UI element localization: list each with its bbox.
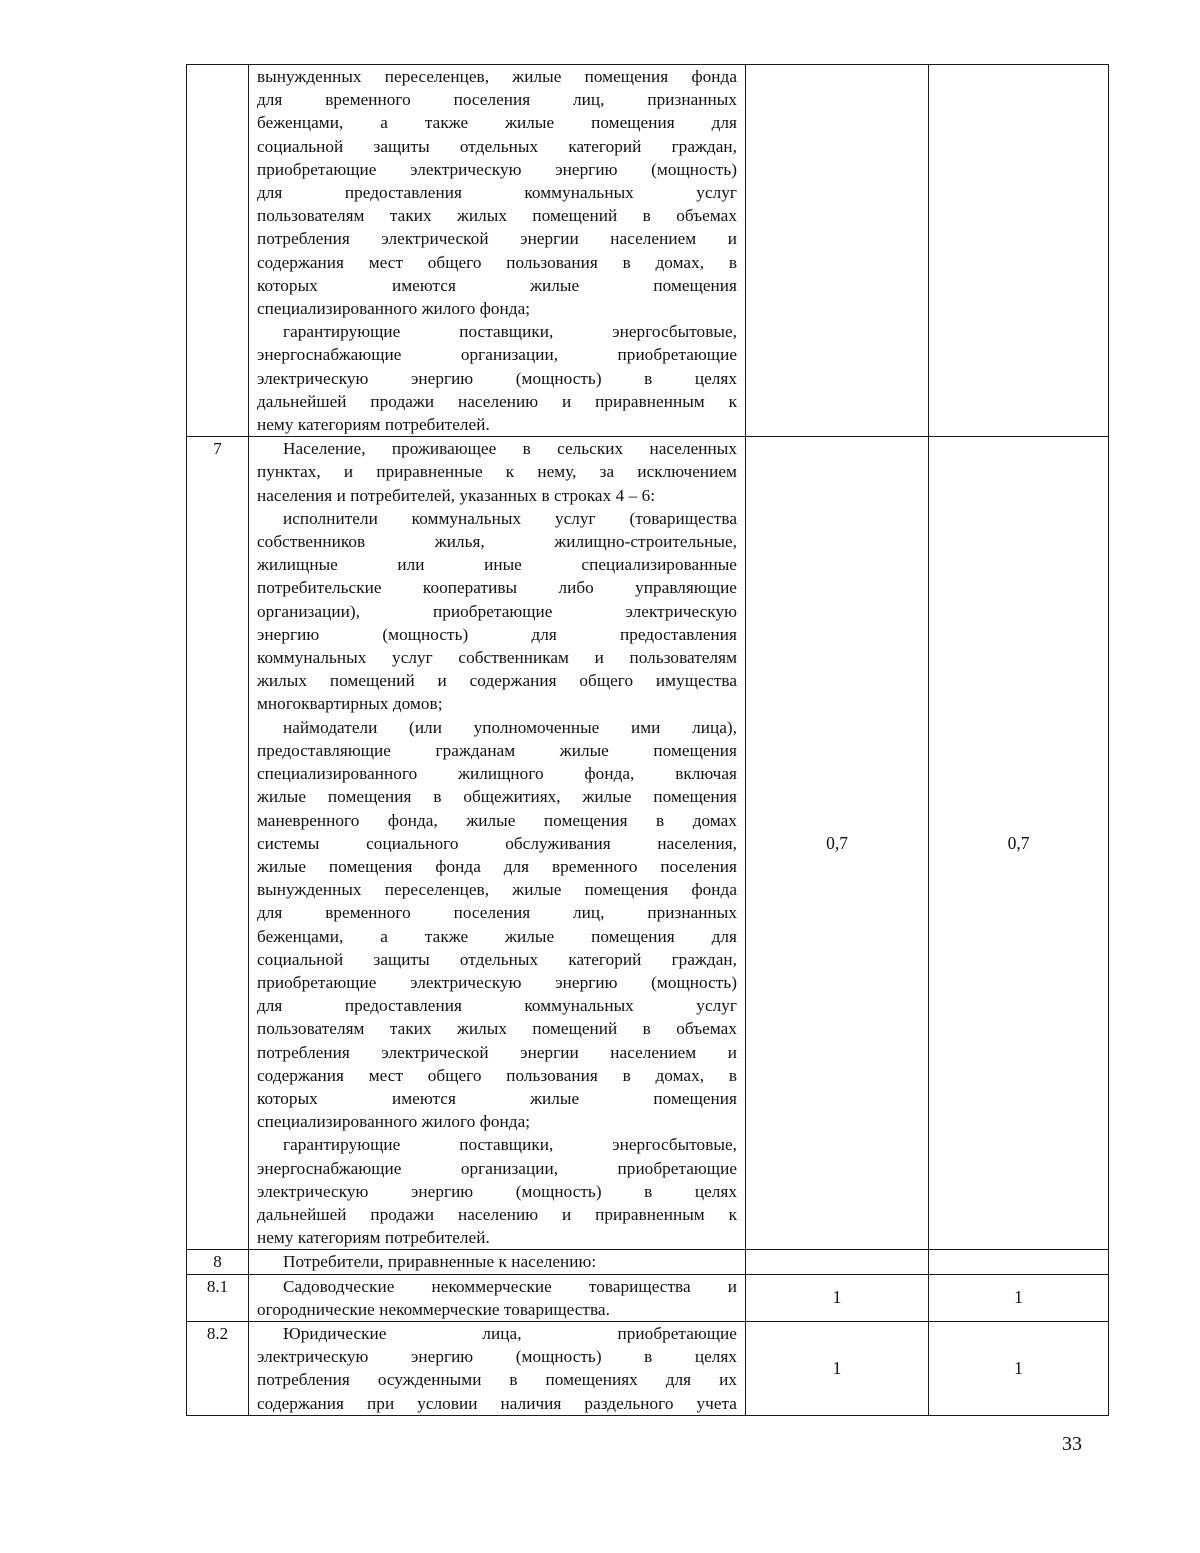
coefficient-value-1: 1 [746, 1321, 929, 1415]
table-row [187, 437, 1109, 1250]
text-line: содержания мест общего пользования в домах, в [257, 252, 737, 272]
text-line: энергию (мощность) для предоставления [257, 624, 737, 644]
text-line: энергоснабжающие организации, приобретающие [257, 1158, 737, 1178]
page-number: 33 [1062, 1433, 1082, 1455]
text-line: специализированного жилого фонда; [257, 299, 531, 319]
consumer-description [249, 437, 746, 1250]
coefficient-value-2 [929, 1250, 1109, 1274]
text-line: жилищные или иные специализированные [257, 555, 737, 575]
text-line: гарантирующие поставщики, энергосбытовые, [283, 1135, 737, 1155]
text-line: собственников жилья, жилищно-строительные, [257, 532, 737, 552]
text-line: исполнители коммунальных услуг (товарищества [283, 508, 737, 528]
text-line: Население, проживающее в сельских населенных [283, 439, 737, 459]
text-line: системы социального обслуживания населения, [257, 833, 737, 853]
text-line: населения и потребителей, указанных в строках 4 – 6: [257, 485, 656, 505]
text-line: специализированного жилого фонда; [257, 1112, 531, 1132]
text-line: жилые помещения фонда для временного поселения [257, 856, 737, 876]
table-row [187, 1250, 1109, 1274]
consumer-description [249, 1250, 746, 1274]
table-row [187, 65, 1109, 437]
tariff-table [186, 64, 1109, 1416]
coefficient-value-2 [929, 65, 1109, 437]
coefficient-value-2: 1 [929, 1274, 1109, 1321]
text-line: содержания мест общего пользования в домах, в [257, 1065, 737, 1085]
text-line: Потребители, приравненные к населению: [283, 1252, 597, 1272]
coefficient-value-1 [746, 65, 929, 437]
text-line: для предоставления коммунальных услуг [257, 996, 737, 1016]
row-number: 7 [187, 437, 249, 1250]
text-line: электрическую энергию (мощность) в целях [257, 1347, 737, 1367]
text-line: огороднические некоммерческие товарищества. [257, 1299, 610, 1319]
text-line: приобретающие электрическую энергию (мощность) [257, 159, 737, 179]
text-line: Юридические лица, приобретающие [283, 1323, 737, 1343]
text-line: потребления электрической энергии населением и [257, 229, 737, 249]
coefficient-value-1: 0,7 [746, 437, 929, 1250]
text-line: организации), приобретающие электрическую [257, 601, 737, 621]
text-line: наймодатели (или уполномоченные ими лица), [283, 717, 737, 737]
table-body [187, 65, 1109, 1416]
text-line: для предоставления коммунальных услуг [257, 183, 737, 203]
coefficient-value-1 [746, 1250, 929, 1274]
text-line: жилых помещений и содержания общего имущества [257, 671, 737, 691]
text-line: гарантирующие поставщики, энергосбытовые, [283, 322, 737, 342]
row-number [187, 65, 249, 437]
text-line: вынужденных переселенцев, жилые помещения фонда [257, 67, 737, 86]
text-line: беженцами, а также жилые помещения для [257, 926, 737, 946]
text-line: для временного поселения лиц, признанных [257, 90, 737, 110]
text-line: нему категориям потребителей. [257, 415, 490, 435]
text-line: маневренного фонда, жилые помещения в домах [257, 810, 737, 830]
row-number: 8.1 [187, 1274, 249, 1321]
consumer-description [249, 1321, 746, 1415]
text-line: пользователям таких жилых помещений в объемах [257, 1019, 737, 1039]
text-line: пользователям таких жилых помещений в объемах [257, 206, 737, 226]
text-line: вынужденных переселенцев, жилые помещения фонда [257, 880, 737, 900]
text-line: беженцами, а также жилые помещения для [257, 113, 737, 133]
coefficient-value-2: 0,7 [929, 437, 1109, 1250]
text-line: предоставляющие гражданам жилые помещения [257, 740, 737, 760]
text-line: дальнейшей продажи населению и приравненным к [257, 1204, 737, 1224]
text-line: энергоснабжающие организации, приобретающие [257, 345, 737, 365]
text-line: потребления осужденными в помещениях для их [257, 1370, 737, 1390]
coefficient-value-1: 1 [746, 1274, 929, 1321]
text-line: дальнейшей продажи населению и приравненным к [257, 391, 737, 411]
text-line: электрическую энергию (мощность) в целях [257, 1181, 737, 1201]
text-line: социальной защиты отдельных категорий граждан, [257, 949, 737, 969]
text-line: Садоводческие некоммерческие товарищества и [283, 1276, 737, 1296]
text-line: специализированного жилищного фонда, включая [257, 764, 737, 784]
table-row [187, 1274, 1109, 1321]
consumer-description [249, 1274, 746, 1321]
text-line: для временного поселения лиц, признанных [257, 903, 737, 923]
text-line: многоквартирных домов; [257, 694, 443, 714]
row-number: 8.2 [187, 1321, 249, 1415]
text-line: социальной защиты отдельных категорий граждан, [257, 136, 737, 156]
text-line: пунктах, и приравненные к нему, за исключением [257, 462, 737, 482]
text-line: нему категориям потребителей. [257, 1228, 490, 1248]
table-row [187, 1321, 1109, 1415]
consumer-description [249, 65, 746, 437]
text-line: коммунальных услуг собственникам и пользователям [257, 648, 737, 668]
coefficient-value-2: 1 [929, 1321, 1109, 1415]
text-line: содержания при условии наличия раздельного учета [257, 1393, 737, 1413]
text-line: потребления электрической энергии населением и [257, 1042, 737, 1062]
text-line: электрическую энергию (мощность) в целях [257, 368, 737, 388]
text-line: которых имеются жилые помещения [257, 1088, 737, 1108]
text-line: жилые помещения в общежитиях, жилые помещения [257, 787, 737, 807]
text-line: приобретающие электрическую энергию (мощность) [257, 972, 737, 992]
row-number: 8 [187, 1250, 249, 1274]
text-line: потребительские кооперативы либо управляющие [257, 578, 737, 598]
text-line: которых имеются жилые помещения [257, 275, 737, 295]
